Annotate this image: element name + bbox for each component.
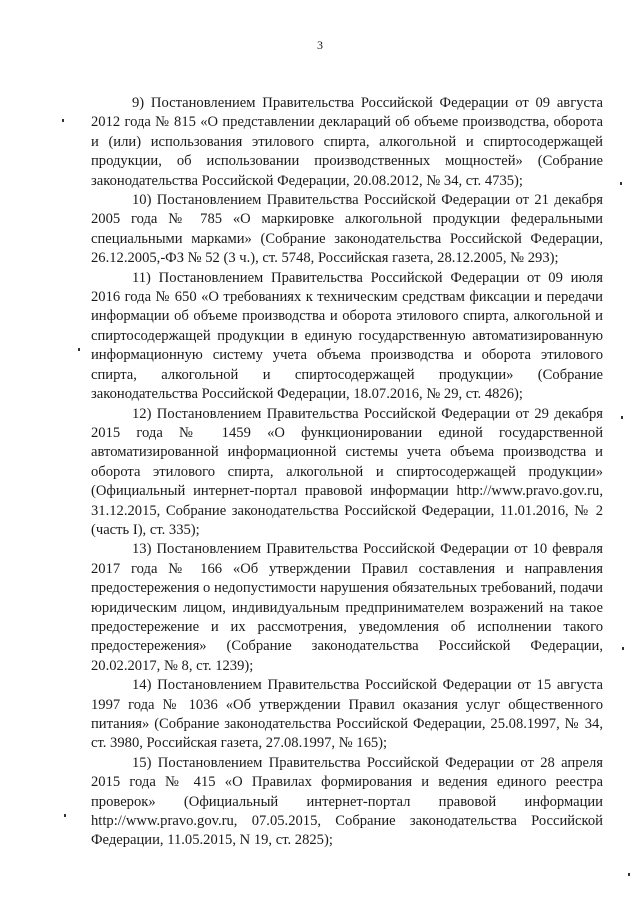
paragraph-item-11: 11) Постановлением Правительства Российской Федерации от 09 июля 2016 года № 650 «О требованиях к техническим средствам фиксации и передачи информации об объеме производства и оборота этилового спирта, алкогольной и спиртосодержащей продукции в единую государственную автоматизированную информационную систему учета объема производства и оборота этилового спирта, алкогольной и спиртосодержащей продукции» (Собрание законодательства Российской Федерации, 18.07.2016, № 29, ст. 4826); [91,269,603,403]
scan-speck [78,348,80,351]
scan-speck [620,182,622,185]
paragraph-item-13: 13) Постановлением Правительства Российской Федерации от 10 февраля 2017 года № 166 «Об утверждении Правил составления и направления предостережения о недопустимости нарушения обязательных требований, подачи юридическим лицом, индивидуальным предпринимателем возражений на такое предостережение и их рассмотрения, уведомления об исполнении такого предостережения» (Собрание законодательства Российской Федерации, 20.02.2017, № 8, ст. 1239); [91,541,603,674]
page-number: 3 [317,38,323,52]
scan-speck [64,814,66,817]
paragraph-item-9: 9) Постановлением Правительства Российской Федерации от 09 августа 2012 года № 815 «О представлении деклараций об объеме производства, оборота и (или) использования этилового спирта, алкогольной и спиртосодержащей продукции, об использовании производственных мощностей» (Собрание законодательства Российской Федерации, 20.08.2012, № 34, ст. 4735); [91,95,603,189]
scan-speck [622,647,624,650]
scan-speck [628,873,630,876]
scan-speck [62,119,64,122]
paragraph-item-14: 14) Постановлением Правительства Российской Федерации от 15 августа 1997 года № 1036 «Об утверждении Правил оказания услуг общественного питания» (Собрание законодательства Российской Федерации, 25.08.1997, № 34, ст. 3980, Российская газета, 27.08.1997, № 165); [91,677,603,752]
paragraph-item-12: 12) Постановлением Правительства Российской Федерации от 29 декабря 2015 года № 1459 «О функционировании единой государственной автоматизированной информационной системы учета объема производства и оборота этилового спирта, алкогольной и спиртосодержащей продукции» (Официальный интернет-портал правовой информации http://www.pravo.gov.ru, 31.12.2015, Собрание законодательства Российской Федерации, 11.01.2016, № 2 (часть I), ст. 335); [91,405,603,538]
paragraph-item-15: 15) Постановлением Правительства Российской Федерации от 28 апреля 2015 года № 415 «О Правилах формирования и ведения единого реестра проверок» (Официальный интернет-портал правовой информации http://www.pravo.gov.ru, 07.05.2015, Собрание законодательства Российской Федерации, 11.05.2015, N 19, ст. 2825); [91,754,603,849]
paragraph-item-10: 10) Постановлением Правительства Российской Федерации от 21 декабря 2005 года № 785 «О маркировке алкогольной продукции федеральными специальными марками» (Собрание законодательства Российской Федерации, 26.12.2005,-ФЗ № 52 (3 ч.), ст. 5748, Российская газета, 28.12.2005, № 293); [91,192,603,267]
document-body [91,94,603,851]
scan-speck [621,416,623,419]
